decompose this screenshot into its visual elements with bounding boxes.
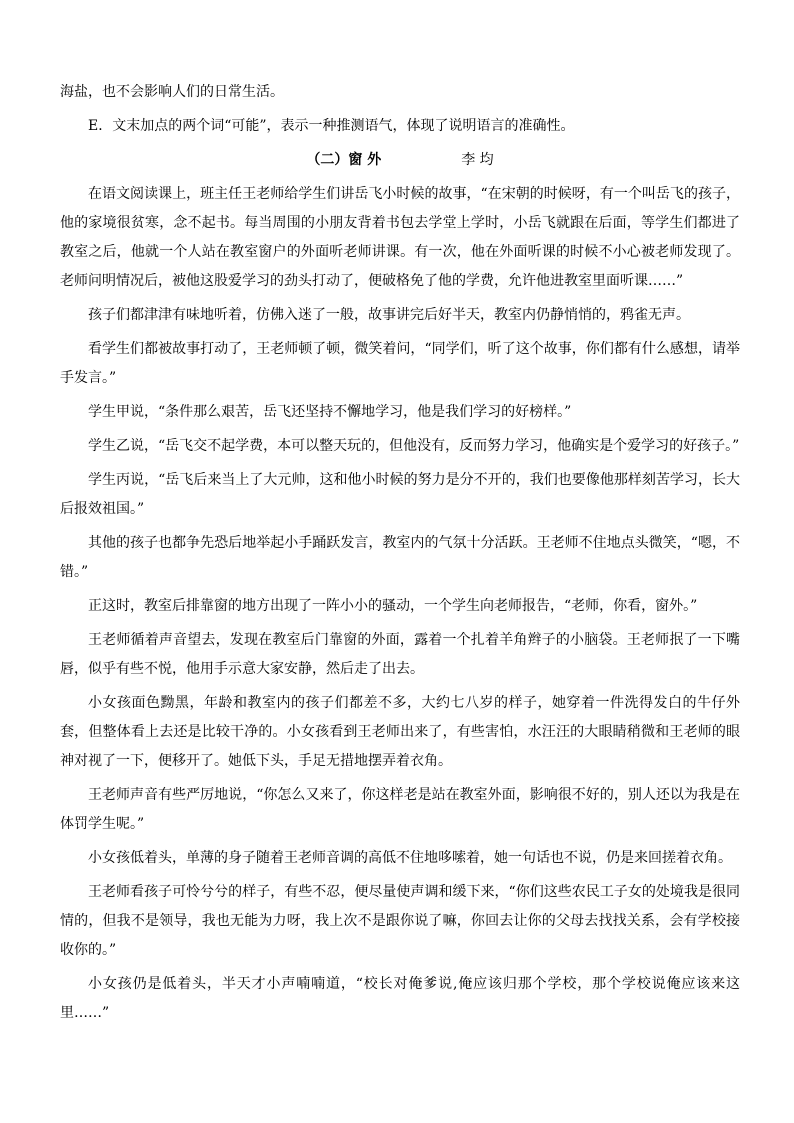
paragraph: 小女孩仍是低着头，半天才小声喃喃道，“校长对俺爹说,俺应该归那个学校，那个学校说俺应该来这里……” <box>60 976 740 1021</box>
paragraph: 正这时，教室后排靠窗的地方出现了一阵小小的骚动，一个学生向老师报告，“老师，你看，窗外。” <box>88 598 698 614</box>
paragraph: 王老师声音有些严厉地说，“你怎么又来了，你这样老是站在教室外面，影响很不好的，别人还以为我是在体罚学生呢。” <box>60 787 740 832</box>
paragraph: 王老师看孩子可怜兮兮的样子，有些不忍，便尽量使声调和缓下来，“你们这些农民工子女的处境我是很同情的，但我不是领导，我也无能为力呀，我上次不是跟你说了嘛，你回去让你的父母去找找关系，会有学校接收你的。” <box>60 884 740 958</box>
paragraph: 学生乙说，“岳飞交不起学费，本可以整天玩的，但他没有，反而努力学习，他确实是个爱学习的好孩子。” <box>88 438 740 454</box>
section-title: （二）窗 外 <box>306 152 382 168</box>
paragraph: 王老师循着声音望去，发现在教室后门靠窗的外面，露着一个扎着羊角辫子的小脑袋。王老师抿了一下嘴唇，似乎有些不悦，他用手示意大家安静，然后走了出去。 <box>60 632 740 677</box>
section-heading <box>60 146 740 175</box>
paragraph: 学生丙说，“岳飞后来当上了大元帅，这和他小时候的努力是分不开的，我们也要像他那样刻苦学习，长大后报效祖国。” <box>60 472 740 517</box>
paragraph: 看学生们都被故事打动了，王老师顿了顿，微笑着问，“同学们，听了这个故事，你们都有什么感想，请举手发言。” <box>60 341 740 386</box>
fragment-line: 海盐，也不会影响人们的日常生活。 <box>60 84 284 100</box>
paragraph: 学生甲说，“条件那么艰苦，岳飞还坚持不懈地学习，他是我们学习的好榜样。” <box>88 404 572 420</box>
paragraph: 小女孩低着头，单薄的身子随着王老师音调的高低不住地哆嗦着，她一句话也不说，仍是来回搓着衣角。 <box>88 850 732 866</box>
document-page <box>60 78 740 1033</box>
paragraph: 其他的孩子也都争先恐后地举起小手踊跃发言，教室内的气氛十分活跃。王老师不住地点头微笑，“嗯，不错。” <box>60 535 740 580</box>
paragraph: 在语文阅读课上，班主任王老师给学生们讲岳飞小时候的故事，“在宋朝的时候呀，有一个叫岳飞的孩子，他的家境很贫寒，念不起书。每当周围的小朋友背着书包去学堂上学时，小岳飞就跟在后面，等学生们都进了教室之后，他就一个人站在教室窗户的外面听老师讲课。有一次，他在外面听课的时候不小心被老师发现了。老师问明情况后，被他这股爱学习的劲头打动了，便破格免了他的学费，允许他进教室里面听课……” <box>60 186 740 289</box>
paragraph: 孩子们都津津有味地听着，仿佛入迷了一般，故事讲完后好半天，教室内仍静悄悄的，鸦雀无声。 <box>88 307 690 323</box>
option-e: E．文末加点的两个词“可能”，表示一种推测语气，体现了说明语言的准确性。 <box>88 118 575 134</box>
paragraph: 小女孩面色黝黑，年龄和教室内的孩子们都差不多，大约七八岁的样子，她穿着一件洗得发白的牛仔外套，但整体看上去还是比较干净的。小女孩看到王老师出来了，有些害怕，水汪汪的大眼睛稍微和王老师的眼神对视了一下，便移开了。她低下头，手足无措地摆弄着衣角。 <box>60 695 740 769</box>
section-author: 李 均 <box>461 152 494 168</box>
